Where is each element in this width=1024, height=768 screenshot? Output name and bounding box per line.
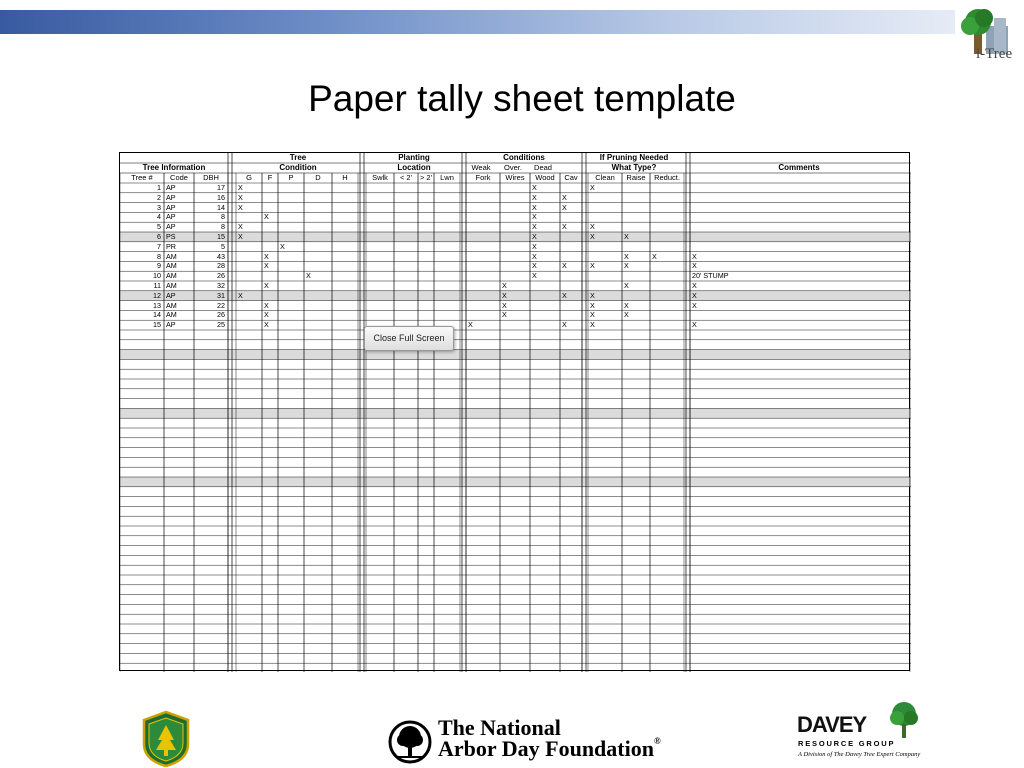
- shaded-row: [120, 477, 911, 487]
- forest-service-logo-icon: [140, 710, 192, 767]
- tally-mark: X: [532, 261, 537, 271]
- tally-mark: X: [468, 320, 473, 330]
- species-code-cell: AP: [166, 290, 176, 300]
- tally-mark: X: [590, 232, 595, 241]
- tally-mark: X: [264, 310, 269, 320]
- tally-mark: X: [264, 300, 269, 310]
- dbh-cell: 22: [217, 300, 225, 310]
- column-header: Code: [170, 173, 188, 182]
- column-header: G: [246, 173, 252, 182]
- tally-mark: X: [238, 192, 243, 202]
- species-code-cell: AM: [166, 261, 177, 271]
- tree-number-cell: 2: [157, 192, 161, 202]
- species-code-cell: AP: [166, 202, 176, 212]
- tally-mark: X: [238, 202, 243, 212]
- tally-mark: X: [692, 251, 697, 261]
- tree-number-cell: 4: [157, 212, 161, 222]
- tally-mark: X: [238, 183, 243, 192]
- arbor-day-foundation-logo: [388, 715, 688, 768]
- header-weak: Weak: [471, 163, 491, 172]
- column-header: Lwn: [440, 173, 454, 182]
- tally-mark: X: [590, 300, 595, 310]
- header-conditions: Conditions: [503, 153, 545, 162]
- species-code-cell: AM: [166, 251, 177, 261]
- shaded-row: [120, 350, 911, 360]
- tally-mark: X: [238, 232, 243, 241]
- tally-mark: X: [692, 281, 697, 290]
- header-what-type: What Type?: [611, 163, 657, 172]
- species-code-cell: AM: [166, 300, 177, 310]
- tally-mark: X: [502, 310, 507, 320]
- tally-mark: X: [532, 251, 537, 261]
- arbor-line2: Arbor Day Foundation®: [438, 736, 661, 761]
- header-condition: Condition: [279, 163, 317, 172]
- tally-mark: X: [532, 232, 537, 241]
- shaded-row: [120, 408, 911, 418]
- dbh-cell: 17: [217, 183, 225, 192]
- tally-mark: X: [238, 222, 243, 232]
- davey-subtitle: A Division of The Davey Tree Expert Company: [798, 751, 921, 758]
- tally-mark: X: [590, 320, 595, 330]
- tally-mark: X: [624, 281, 629, 290]
- tally-mark: X: [624, 261, 629, 271]
- species-code-cell: AM: [166, 310, 177, 320]
- column-header: H: [342, 173, 348, 182]
- species-code-cell: AP: [166, 183, 176, 192]
- tally-mark: X: [562, 320, 567, 330]
- header-if-pruning: If Pruning Needed: [599, 153, 669, 162]
- species-code-cell: PS: [166, 232, 176, 241]
- species-code-cell: AP: [166, 192, 176, 202]
- tally-mark: X: [562, 222, 567, 232]
- tally-mark: X: [692, 290, 697, 300]
- header-dead: Dead: [534, 163, 552, 172]
- header-comments: Comments: [778, 163, 820, 172]
- arbor-line1: The National: [438, 715, 561, 740]
- tally-mark: X: [624, 300, 629, 310]
- column-header: Fork: [475, 173, 491, 182]
- dbh-cell: 43: [217, 251, 225, 261]
- davey-resource-group: RESOURCE GROUP: [798, 739, 896, 748]
- comment-cell: 20' STUMP: [692, 271, 729, 281]
- tally-mark: X: [502, 300, 507, 310]
- column-header: < 2': [399, 173, 413, 182]
- species-code-cell: AP: [166, 222, 176, 232]
- column-header: Wires: [505, 173, 525, 182]
- column-header: DBH: [203, 173, 219, 182]
- tally-mark: X: [692, 261, 697, 271]
- tally-mark: X: [280, 241, 285, 251]
- dbh-cell: 31: [217, 290, 225, 300]
- tally-mark: X: [590, 290, 595, 300]
- tally-mark: X: [562, 261, 567, 271]
- tally-mark: X: [502, 281, 507, 290]
- column-header: Swlk: [372, 173, 388, 182]
- close-full-screen-button[interactable]: Close Full Screen: [364, 326, 454, 351]
- dbh-cell: 8: [221, 222, 225, 232]
- column-header: Wood: [535, 173, 555, 182]
- tally-mark: X: [532, 183, 537, 192]
- arbor-tree-icon: [388, 720, 432, 764]
- tally-mark: X: [562, 290, 567, 300]
- tally-mark: X: [264, 212, 269, 222]
- tally-mark: X: [562, 202, 567, 212]
- dbh-cell: 26: [217, 271, 225, 281]
- tally-mark: X: [532, 212, 537, 222]
- column-header: Cav: [564, 173, 578, 182]
- slide-title: Paper tally sheet template: [308, 78, 736, 119]
- tally-mark: X: [264, 281, 269, 290]
- dbh-cell: 14: [217, 202, 225, 212]
- tally-mark: X: [624, 310, 629, 320]
- header-tree-information: Tree Information: [142, 163, 206, 172]
- i-tree-logo-text: i-Tree: [976, 46, 1013, 62]
- column-header: Raise: [626, 173, 646, 182]
- tree-number-cell: 7: [157, 241, 161, 251]
- column-header: Clean: [595, 173, 615, 182]
- species-code-cell: AP: [166, 320, 176, 330]
- davey-resource-group-logo: [797, 702, 922, 766]
- species-code-cell: AM: [166, 281, 177, 290]
- tree-number-cell: 6: [157, 232, 161, 241]
- dbh-cell: 5: [221, 241, 225, 251]
- tally-mark: X: [502, 290, 507, 300]
- column-header: P: [288, 173, 294, 182]
- tally-mark: X: [264, 251, 269, 261]
- column-header: F: [267, 173, 273, 182]
- tree-number-cell: 1: [157, 183, 161, 192]
- tally-mark: X: [590, 222, 595, 232]
- tally-mark: X: [264, 261, 269, 271]
- tally-mark: X: [562, 192, 567, 202]
- tree-number-cell: 10: [153, 271, 161, 281]
- tree-number-cell: 5: [157, 222, 161, 232]
- tally-mark: X: [532, 241, 537, 251]
- tally-mark: X: [692, 320, 697, 330]
- species-code-cell: PR: [166, 241, 176, 251]
- dbh-cell: 26: [217, 310, 225, 320]
- header-planting: Planting: [398, 153, 430, 162]
- davey-tree-icon: [889, 700, 919, 740]
- tally-mark: X: [532, 192, 537, 202]
- tally-mark: X: [590, 261, 595, 271]
- tally-mark: X: [692, 300, 697, 310]
- column-header: > 2': [419, 173, 433, 182]
- column-header: Reduct.: [654, 173, 680, 182]
- tree-number-cell: 15: [153, 320, 161, 330]
- tally-mark: X: [590, 183, 595, 192]
- tally-mark: X: [590, 310, 595, 320]
- tally-mark: X: [532, 271, 537, 281]
- column-header: Tree #: [131, 173, 153, 182]
- dbh-cell: 16: [217, 192, 225, 202]
- tally-mark: X: [264, 320, 269, 330]
- tally-mark: X: [624, 232, 629, 241]
- species-code-cell: AM: [166, 271, 177, 281]
- tally-mark: X: [238, 290, 243, 300]
- dbh-cell: 15: [217, 232, 225, 241]
- tree-number-cell: 13: [153, 300, 161, 310]
- title-bar-gradient: [0, 10, 955, 34]
- tree-number-cell: 3: [157, 202, 161, 212]
- dbh-cell: 28: [217, 261, 225, 271]
- tree-number-cell: 11: [153, 281, 161, 290]
- dbh-cell: 8: [221, 212, 225, 222]
- species-code-cell: AP: [166, 212, 176, 222]
- tree-number-cell: 12: [153, 290, 161, 300]
- column-header: D: [315, 173, 321, 182]
- tally-mark: X: [532, 202, 537, 212]
- dbh-cell: 25: [217, 320, 225, 330]
- tree-number-cell: 9: [157, 261, 161, 271]
- tally-mark: X: [652, 251, 657, 261]
- tally-mark: X: [306, 271, 311, 281]
- tally-mark: X: [624, 251, 629, 261]
- tree-number-cell: 14: [153, 310, 161, 320]
- tree-number-cell: 8: [157, 251, 161, 261]
- header-over: Over.: [504, 163, 522, 172]
- davey-name: DAVEY: [797, 712, 867, 737]
- header-tree: Tree: [289, 153, 307, 162]
- tally-mark: X: [532, 222, 537, 232]
- dbh-cell: 32: [217, 281, 225, 290]
- header-location: Location: [397, 163, 431, 172]
